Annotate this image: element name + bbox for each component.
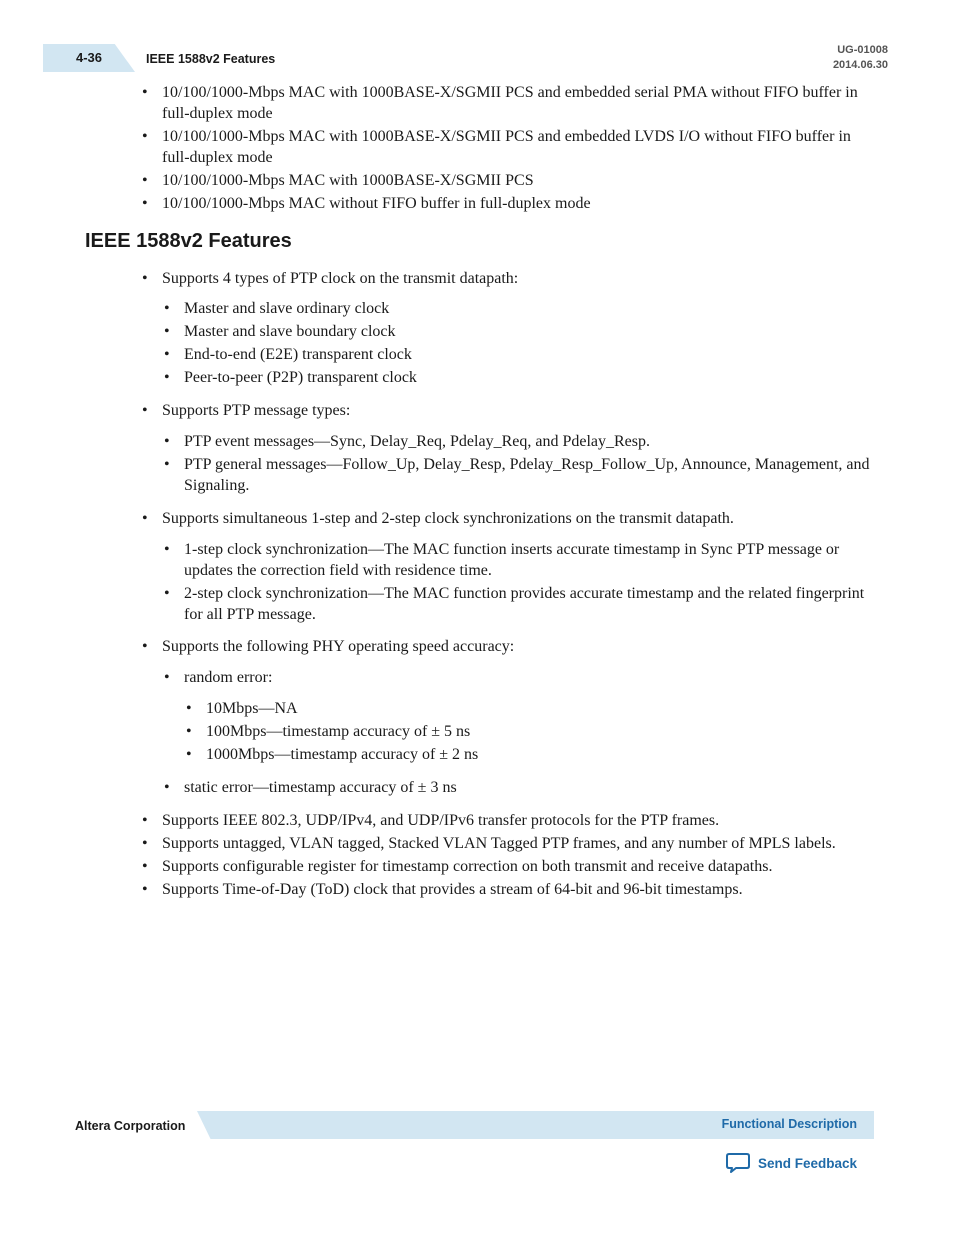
list-item: • End-to-end (E2E) transparent clock — [164, 346, 412, 363]
list-item: • 10/100/1000-Mbps MAC with 1000BASE-X/SGMII PCS — [142, 172, 534, 189]
list-item: • Peer-to-peer (P2P) transparent clock — [164, 369, 417, 386]
chapter-link[interactable]: Functional Description — [721, 1117, 857, 1131]
list-item: • static error—timestamp accuracy of ± 3 ns — [164, 779, 457, 796]
list-item: • 10Mbps—NA — [186, 700, 298, 717]
doc-date: 2014.06.30 — [832, 59, 888, 71]
list-item: • 1000Mbps—timestamp accuracy of ± 2 ns — [186, 746, 479, 763]
send-feedback-link[interactable] — [726, 1152, 857, 1174]
list-item: • PTP general messages—Follow_Up, Delay_Resp, Pdelay_Resp_Follow_Up, Announce, Management, and Signaling. — [164, 456, 870, 494]
list-item: • Master and slave boundary clock — [164, 323, 396, 340]
message-types-sublist — [164, 431, 877, 496]
list-item: • Supports untagged, VLAN tagged, Stacked VLAN Tagged PTP frames, and any number of MPLS labels. — [142, 835, 836, 852]
list-item: • 10/100/1000-Mbps MAC without FIFO buffer in full-duplex mode — [142, 195, 591, 212]
list-item: • 10/100/1000-Mbps MAC with 1000BASE-X/SGMII PCS and embedded LVDS I/O without FIFO buffer in full-duplex mode — [142, 128, 851, 166]
clock-types-list — [142, 268, 877, 289]
list-item: • 1-step clock synchronization—The MAC function inserts accurate timestamp in Sync PTP message or updates the correction field with residence time. — [164, 541, 840, 579]
sync-sublist — [164, 539, 877, 625]
page-number: 4-36 — [76, 50, 103, 65]
list-item: • Master and slave ordinary clock — [164, 300, 390, 317]
company-name: Altera Corporation — [75, 1119, 186, 1133]
sync-list — [142, 508, 877, 529]
accuracy-list — [142, 636, 877, 657]
list-item: • Supports PTP message types: — [142, 402, 351, 419]
list-item: • Supports 4 types of PTP clock on the transmit datapath: — [142, 270, 519, 287]
list-item: • random error: — [164, 669, 273, 686]
intro-bullet-list — [142, 82, 877, 214]
send-feedback-label[interactable]: Send Feedback — [758, 1155, 858, 1171]
random-error-sublist — [186, 698, 877, 765]
list-item: • 2-step clock synchronization—The MAC function provides accurate timestamp and the related fingerprint for all PTP message. — [164, 585, 865, 623]
running-title: IEEE 1588v2 Features — [146, 52, 276, 66]
list-item: • Supports simultaneous 1-step and 2-step clock synchronizations on the transmit datapath. — [142, 510, 734, 527]
list-item: • Supports configurable register for timestamp correction on both transmit and receive datapaths. — [142, 858, 773, 875]
list-item: • 100Mbps—timestamp accuracy of ± 5 ns — [186, 723, 471, 740]
list-item: • 10/100/1000-Mbps MAC with 1000BASE-X/SGMII PCS and embedded serial PMA without FIFO buffer in full-duplex mode — [142, 84, 858, 122]
list-item: • Supports the following PHY operating speed accuracy: — [142, 638, 515, 655]
list-item: • PTP event messages—Sync, Delay_Req, Pdelay_Req, and Pdelay_Resp. — [164, 433, 650, 450]
random-error-list — [164, 667, 877, 688]
static-error-list — [164, 777, 877, 798]
clock-types-sublist — [164, 298, 877, 388]
message-types-list — [142, 400, 877, 421]
list-item: • Supports Time-of-Day (ToD) clock that provides a stream of 64-bit and 96-bit timestamps. — [142, 881, 743, 898]
doc-id: UG-01008 — [837, 44, 888, 56]
list-item: • Supports IEEE 802.3, UDP/IPv4, and UDP/IPv6 transfer protocols for the PTP frames. — [142, 812, 720, 829]
doc-meta — [833, 43, 888, 73]
tail-bullet-list — [142, 810, 877, 900]
section-title: IEEE 1588v2 Features — [85, 230, 292, 252]
speech-bubble-icon — [726, 1152, 750, 1174]
